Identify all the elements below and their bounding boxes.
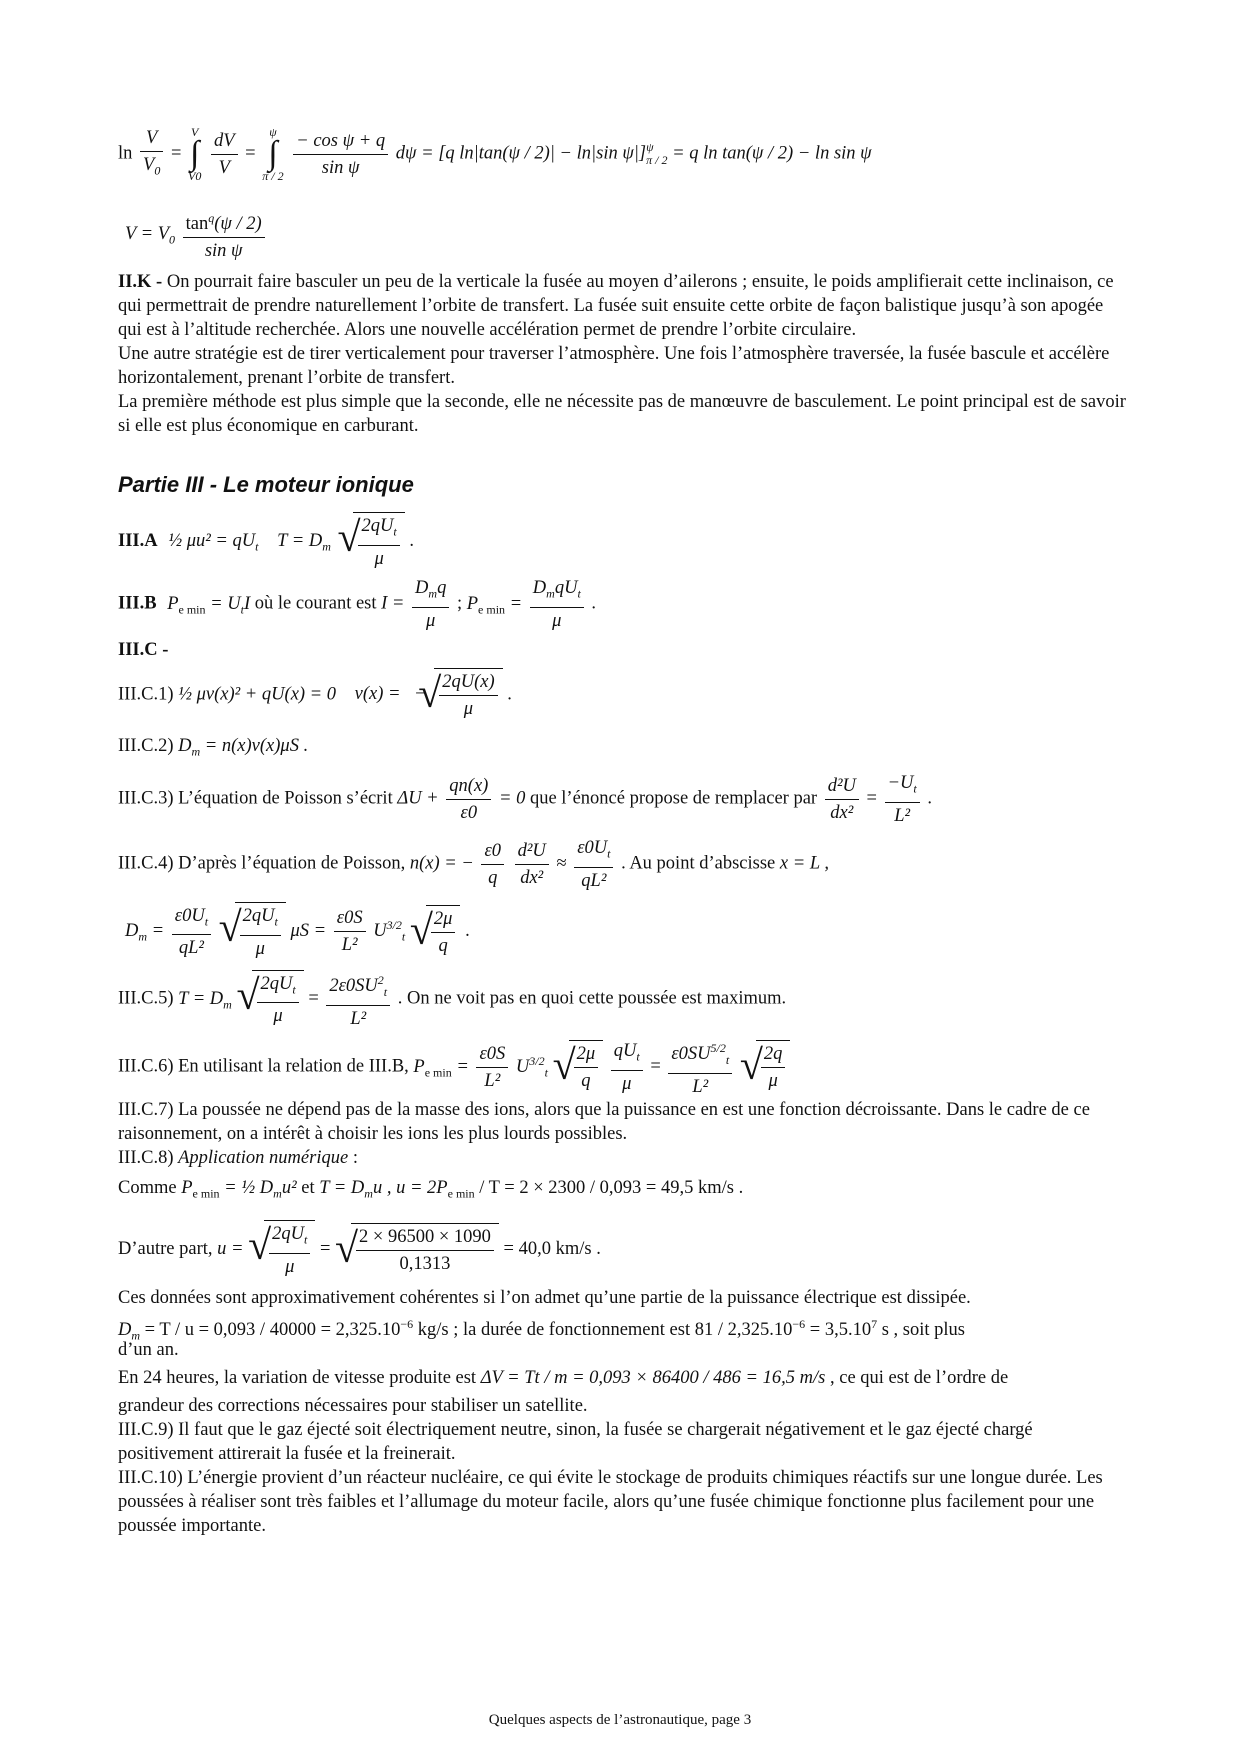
c4-frac2: [515, 838, 549, 891]
c8-line6: [118, 1366, 1008, 1390]
iiib-text: où le courant est: [254, 593, 377, 614]
c4b-mid: μS =: [290, 921, 327, 942]
c4-frac1-num: ε0: [481, 838, 504, 865]
c8-line4-end: s , soit plus: [877, 1320, 965, 1341]
iiia-sqrt: [353, 512, 404, 572]
c8-line3: Ces données sont approximativement cohérentes si l’on admet qu’une partie de la puissance électrique est dissipée.: [118, 1288, 971, 1308]
eq1-den: V: [143, 155, 155, 175]
eq2-num-rest: (ψ / 2): [214, 214, 262, 235]
iiib-frac1-den: μ: [426, 610, 436, 631]
c8-line4-d: D: [118, 1320, 132, 1341]
c4b-frac: [172, 903, 211, 962]
eq1-int2-upper: ψ: [269, 125, 277, 140]
c8-line1-p-sub: e min: [192, 1186, 220, 1201]
c5-sqrt-den: μ: [273, 1006, 283, 1027]
c8-line5: d’un an.: [118, 1340, 179, 1360]
iiib-p2: P: [466, 593, 479, 614]
iiib-frac2-num-sub: m: [546, 586, 555, 601]
iik-p2: Une autre stratégie est de tirer verticalement pour traverser l’atmosphère. Une fois l’atmosphère traversée, la fusée bascule et accélère horizontalement, prenant l’orbite de transfert.: [118, 344, 1110, 388]
c8-label: III.C.8): [118, 1148, 174, 1168]
iiia-sqrt-den: μ: [374, 548, 384, 569]
c5-label: III.C.5): [118, 988, 174, 1009]
c6-sqrt2-num: √ 2q: [761, 1041, 786, 1068]
c8-line4-exp: −6: [400, 1317, 414, 1331]
c8-line4-exp3: 7: [871, 1317, 878, 1331]
c9-paragraph: III.C.9) Il faut que le gaz éjecté soit électriquement neutre, sinon, la fusée se chargerait négativement et le gaz éjecté chargé positivement attirerait la fusée et la freinerait.: [118, 1420, 1033, 1464]
c4-frac1-den: q: [488, 867, 498, 888]
c8-line1-start: Comme: [118, 1178, 177, 1198]
eq1-den-sub: 0: [154, 163, 161, 178]
part3-heading: Partie III - Le moteur ionique: [118, 472, 414, 497]
c6-frac2-den: μ: [622, 1073, 632, 1094]
c7-paragraph: III.C.7) La poussée ne dépend pas de la masse des ions, alors que la puissance en est une fonction décroissante. Dans le cadre de ce raisonnement, on a intérêt à choisir les ions les plus lourds possibles.: [118, 1100, 1090, 1144]
c1-sqrt: [434, 668, 502, 722]
c2-rest: = n(x)v(x)μS .: [200, 736, 309, 756]
c4b-sqrt2-num: √ 2μ: [431, 906, 456, 933]
iiib-p2-sub: e min: [478, 602, 506, 617]
c8-line2-start: D’autre part,: [118, 1239, 213, 1260]
c8-line2-sqrt1-num-sub: t: [304, 1232, 308, 1247]
c3-frac2-num-sub: t: [913, 781, 917, 796]
eq1-int2-den: sin ψ: [321, 157, 360, 178]
c3-text: que l’énoncé propose de remplacer par: [529, 788, 818, 809]
c8-line2-sqrt1-den: μ: [285, 1256, 295, 1277]
eq1-int1-den: V: [218, 157, 230, 178]
c8-label-line: [118, 1146, 358, 1170]
iiib-frac1: [412, 575, 449, 634]
c8-line4-eq2: 81 / 2,325.10: [690, 1320, 793, 1341]
c8-line2-result: = 40,0 km/s .: [503, 1239, 601, 1260]
eq1-rest: dψ = [q ln|tan(ψ / 2)| − ln|sin ψ|]: [395, 143, 647, 164]
c4-frac2-num: d²U: [515, 838, 549, 865]
c8-line2-sqrt2-den: 0,1313: [399, 1253, 451, 1274]
c4b-sqrt-den: μ: [255, 938, 265, 959]
c8-line1-u-rest: / T = 2 × 2300 / 0,093 = 49,5 km/s .: [474, 1178, 744, 1198]
iiib-frac2: [530, 575, 584, 634]
eq1-num: V: [140, 125, 163, 152]
c8-line2: D’autre part, u = √ $\frac{2qU_t}{\mu}$ = √ $\frac{2 \times 96500 \times 1090}{0,1313}$ = 40,0 km/s .: [118, 1220, 601, 1280]
eq1-int1-upper: V: [191, 125, 199, 140]
c6-sqrt2-den: μ: [768, 1071, 778, 1092]
c5-frac-num: 2ε0SU: [329, 976, 378, 997]
iik-p3: La première méthode est plus simple que la seconde, elle ne nécessite pas de manœuvre de basculement. Le point principal est de savoir si elle est plus économique en carburant.: [118, 392, 1126, 436]
eq1-result: = q ln tan(ψ / 2) − ln sin ψ: [672, 143, 872, 164]
c6-sqrt2: [756, 1040, 791, 1094]
iiia-label: III.A: [118, 531, 158, 552]
iiib-eq1-rest: I: [243, 593, 251, 614]
c4-line: [118, 835, 829, 895]
iiia-eq1-sub: t: [255, 539, 259, 554]
c8-line6-start: En 24 heures, la variation de vitesse produite est: [118, 1368, 477, 1388]
iiib-eq1: = U: [210, 593, 241, 614]
c3-num: qn(x): [446, 773, 491, 800]
c8-line1-t-rest: u ,: [372, 1178, 392, 1198]
c8-line1-t: T = D: [319, 1178, 365, 1198]
c4-left: n(x) = −: [409, 853, 474, 874]
c8-colon: :: [348, 1148, 358, 1168]
c4b-frac2: [334, 905, 366, 958]
iiib-eq1-sub: t: [240, 602, 244, 617]
iiib-frac1-num-rest: q: [437, 578, 447, 598]
iiib-i: I =: [381, 593, 405, 614]
c2-line: [118, 734, 308, 764]
c4b-u: U: [373, 921, 387, 942]
iiia-line: III.A ½ $\mu u^2 = qU_t$ $T = D_m$ √ $\frac{2qU_t}{\mu}$ .: [118, 512, 414, 572]
c5-text: . On ne voit pas en quoi cette poussée est maximum.: [397, 988, 787, 1009]
c6-line: III.C.6) En utilisant la relation de III.B, $P_{e min}$ = $\frac{\varepsilon 0S}{\text{L²}}$ $U^{3/2}_t$ √ $\frac{2\mu}{q}$ $\frac{qU_t}{\mu}$ = $\frac{\varepsilon 0SU^{5/2}_t}{\text{L²}}$ √ $\frac{2q}{\mu}$: [118, 1035, 790, 1095]
c1-sqrt-num: √ 2qU(x): [439, 669, 497, 696]
c4-frac3-num: ε0U: [577, 838, 608, 858]
c8-line4-eq2-rest: = 3,5.10: [805, 1320, 872, 1341]
c4-x: x = L ,: [779, 853, 830, 874]
c5-sqrt-num-sub: t: [292, 982, 296, 997]
c3-eq-right: = 0: [498, 788, 526, 809]
c6-u: U: [515, 1056, 530, 1077]
c4-frac3: [574, 835, 613, 894]
iiib-frac2-num: D: [532, 578, 547, 598]
eq1-ln: ln: [118, 143, 133, 164]
eq2-left: V = V: [125, 223, 170, 244]
eq1-int2-lower: π / 2: [262, 169, 284, 184]
c4b-frac2-den: L²: [341, 935, 358, 956]
c4b-u-sub: t: [401, 929, 406, 944]
eq2-frac: [183, 205, 265, 264]
c5-frac-num-sub: t: [383, 984, 388, 999]
c3-frac: [446, 773, 491, 826]
eq1-frac-cos: [293, 128, 388, 181]
c5-line: III.C.5) $T = D_m$ √ $\frac{2qU_t}{\mu}$ = $\frac{2\varepsilon 0SU^2_t}{\text{L²}}$ . On ne voit pas en quoi cette poussée est maximum.: [118, 967, 786, 1027]
c8-line7: grandeur des corrections nécessaires pour stabiliser un satellite.: [118, 1396, 588, 1416]
c6-sqrt1-den: q: [581, 1071, 591, 1092]
c8-line2-sqrt2: [351, 1223, 499, 1277]
c6-sqrt1: [569, 1040, 604, 1094]
c6-sqrt1-num: √ 2μ: [574, 1041, 599, 1068]
c8-line4-eq: = T / u = 0,093 / 40000 = 2,325.10: [140, 1320, 401, 1341]
iiic-label: III.C -: [118, 640, 169, 660]
c8-line2-sqrt1-num: 2qU: [272, 1224, 304, 1244]
eq1-int1-lower: V0: [188, 169, 202, 184]
eq1-frac-v-v0: [140, 125, 163, 184]
c2-label: III.C.2): [118, 736, 174, 756]
c8-line4: [118, 1312, 965, 1348]
c5-frac-den: L²: [350, 1008, 367, 1029]
c4b-sqrt2-den: q: [438, 935, 448, 956]
c4-text: . Au point d’abscisse: [621, 853, 776, 874]
iiia-eq2-left: T = D: [277, 531, 323, 552]
page-footer: Quelques aspects de l’astronautique, page 3: [488, 1712, 752, 1728]
c6-frac2-num: qU: [613, 1041, 637, 1062]
c6-u-sub: t: [544, 1065, 548, 1080]
c3-frac1: [825, 773, 859, 826]
c5-left-sub: m: [223, 997, 232, 1012]
equation-ln-v: ln $\frac{V}{V_0}$ = V ∫ V0 $\frac{dV}{V}$ = ψ ∫ π / 2 $\frac{\text{− cos ψ + q}}{\text{sin ψ}}$ dψ = [q ln|tan(ψ / 2)| − ln|sin ψ|] ψ π / 2 = q ln tan(ψ / 2) − ln sin ψ: [118, 125, 872, 184]
integral-sign-icon: ∫: [268, 135, 278, 173]
c4b-sqrt: [235, 902, 286, 962]
iiib-label: III.B: [118, 593, 157, 614]
iiib-frac2-num-rest: qU: [554, 578, 578, 598]
c4b-sqrt-num-sub: t: [274, 914, 278, 929]
eq2-sub: 0: [169, 232, 176, 247]
c3-frac2-num: −U: [887, 773, 914, 793]
c4b-frac-num-sub: t: [204, 914, 209, 929]
c5-frac-num-sup: 2: [377, 973, 384, 987]
c6-p: P: [413, 1056, 425, 1077]
eq1-int1-num: dV: [211, 128, 238, 155]
c8-line1-u-sub: e min: [447, 1186, 475, 1201]
iiib-line: III.B $P_{e min} = U_tI$ où le courant est I = $\frac{D_mq}{\mu}$ ; $P_{e min}$ = $\frac{D_mqU_t}{\mu}$ .: [118, 575, 596, 635]
c8-line1-u: u = 2P: [396, 1178, 448, 1198]
c8-line6-eq: ΔV = Tt / m = 0,093 × 86400 / 486 = 16,5 m/s: [476, 1368, 826, 1388]
c5-sqrt-num: 2qU: [260, 973, 293, 994]
c4-frac3-den: qL²: [581, 870, 607, 891]
iiib-frac1-num: D: [415, 578, 429, 598]
c8-line1-eq-rest: u²: [281, 1178, 297, 1198]
c8-line4-d-sub: m: [131, 1328, 141, 1343]
c6-frac3-den: L²: [692, 1076, 709, 1097]
c4b-frac-num: ε0U: [174, 905, 205, 926]
c4-frac2-den: dx²: [520, 867, 544, 888]
c1-sqrt-den: μ: [463, 699, 474, 719]
c4-frac3-num-sub: t: [607, 846, 611, 861]
iiib-sep: ;: [456, 593, 463, 614]
c4b-sqrt2: [426, 905, 461, 959]
eq1-int2-num: − cos ψ + q: [293, 128, 388, 155]
c8-line1-eq-sub: m: [273, 1186, 282, 1201]
c4b-frac-den: qL²: [178, 938, 204, 959]
c6-frac2-num-sub: t: [636, 1049, 640, 1064]
c3-eq-left: ΔU +: [397, 788, 439, 809]
iiia-sqrt-num: 2qU: [361, 516, 394, 536]
eq1-bounds-sup: ψ: [646, 140, 654, 155]
iiia-eq2-sub: m: [322, 539, 331, 554]
c8-line2-sqrt1: [264, 1220, 315, 1280]
iiia-sqrt-num-sub: t: [393, 524, 397, 539]
iiib-p: P: [167, 593, 179, 614]
section-iik: [118, 270, 1128, 438]
eq1-frac-dv-v: [211, 128, 238, 181]
c5-sqrt: [252, 970, 303, 1030]
c8-line4-unit: kg/s: [413, 1320, 449, 1341]
c4b-u-sup: 3/2: [386, 917, 402, 932]
eq2-den: sin ψ: [204, 241, 243, 262]
c6-p-sub: e min: [424, 1065, 452, 1080]
c8-line6-end: , ce qui est de l’ordre de: [825, 1368, 1009, 1388]
c5-frac: [326, 967, 390, 1032]
c6-frac1-num: ε0S: [476, 1041, 508, 1068]
integral-sign-icon: ∫: [190, 135, 200, 173]
c1-eq: ½ μv(x)² + qU(x) = 0: [178, 684, 337, 705]
c3-frac2-den: L²: [894, 805, 911, 826]
iiib-frac2-num-sub2: t: [577, 586, 581, 601]
c6-frac1-den: L²: [484, 1070, 501, 1091]
iiib-p-sub: e min: [178, 602, 206, 617]
c4b-line: $D_m$ = $\frac{\varepsilon 0U_t}{\text{qL²}}$ √ $\frac{2qU_t}{\mu}$ μS = $\frac{\varepsilon 0S}{\text{L²}}$ $U^{3/2}_t$ √ $\frac{2\mu}{q}$ .: [125, 902, 470, 962]
c4-label: III.C.4) D’après l’équation de Poisson,: [118, 853, 406, 874]
c8-line1: [118, 1176, 743, 1208]
c6-frac2: [611, 1038, 643, 1097]
c5-left: T = D: [178, 988, 224, 1009]
c8-line4-text: ; la durée de fonctionnement est: [448, 1320, 691, 1341]
c3-frac1-num: d²U: [825, 773, 859, 800]
eq2-num-sup: q: [208, 211, 215, 225]
c10-paragraph: III.C.10) L’énergie provient d’un réacteur nucléaire, ce qui évite le stockage de produits chimiques réactifs sur une longue durée. Les poussées à réaliser sont très faibles et l’allumage du moteur facile, alors qu’une fusée chimique fonctionne plus facilement pour une poussée importante.: [118, 1468, 1103, 1536]
iiib-frac1-num-sub: m: [428, 586, 438, 601]
c3-label: III.C.3) L’équation de Poisson s’écrit: [118, 788, 393, 809]
eq2-num: tan: [185, 214, 209, 235]
c1-v: v(x) =: [354, 684, 401, 705]
c3-den: ε0: [460, 802, 478, 823]
c1-label: III.C.1): [118, 684, 174, 705]
c6-frac3-num-sub: t: [725, 1052, 730, 1067]
c3-frac1-den: dx²: [830, 802, 854, 823]
iiib-frac2-den: μ: [552, 610, 562, 631]
c3-frac2: [885, 770, 920, 829]
c3-line: III.C.3) L’équation de Poisson s’écrit ΔU + $\frac{qn(x)}{\varepsilon 0}$ = 0 que l’énoncé propose de remplacer par $\frac{\text{d²U}}{\text{dx²}}$ = $\frac{-U_t}{\text{L²}}$ .: [118, 770, 932, 830]
iik-p1: On pourrait faire basculer un peu de la verticale la fusée au moyen d’ailerons ; ensuite, le poids amplifierait cette inclinaison, ce qui permettrait de prendre naturellement l’orbite de transfert. La fusée suit ensuite cette orbite de façon balistique jusqu’à son apogée qui est à l’altitude recherchée. Alors une nouvelle accélération permet de prendre l’orbite circulaire.: [118, 272, 1114, 340]
c8-line4-exp2: −6: [792, 1317, 806, 1331]
iiia-eq1: ½ μu² = qU: [168, 531, 256, 552]
c6-frac3-num: ε0SU: [671, 1044, 711, 1065]
c6-frac1: [476, 1041, 508, 1094]
c8-line1-eq: = ½ D: [224, 1178, 274, 1198]
c8-line1-and: et: [301, 1178, 315, 1198]
c4b-sqrt-num: 2qU: [242, 906, 275, 926]
c6-u-sup: 3/2: [529, 1053, 545, 1068]
c4b-left: D: [125, 921, 139, 942]
c4b-frac2-num: ε0S: [334, 905, 366, 932]
c6-frac3: [668, 1035, 732, 1100]
c2-eq: D: [178, 736, 192, 756]
eq1-bounds-sub: π / 2: [646, 153, 668, 168]
c4-frac1: [481, 838, 504, 891]
c8-label-italic: Application numérique: [178, 1148, 349, 1168]
c6-frac3-num-sup: 5/2: [710, 1041, 726, 1055]
c4-approx: ≈: [556, 853, 567, 874]
c1-line: III.C.1) ½ μv(x)² + qU(x) = 0 v(x) = − √ $\frac{2qU(x)}{\mu}$ .: [118, 668, 512, 728]
c4b-left-sub: m: [138, 929, 148, 944]
equation-v-v0: [125, 205, 268, 264]
c2-sub: m: [191, 744, 201, 759]
c8-line1-p: P: [181, 1178, 193, 1198]
c8-line2-sqrt2-num: √ 2 × 96500 × 1090: [356, 1224, 494, 1251]
c8-line1-t-sub: m: [364, 1186, 373, 1201]
c8-line2-u: u =: [217, 1239, 244, 1260]
c6-label: III.C.6) En utilisant la relation de III.B,: [118, 1056, 409, 1077]
iik-label: II.K -: [118, 272, 163, 292]
